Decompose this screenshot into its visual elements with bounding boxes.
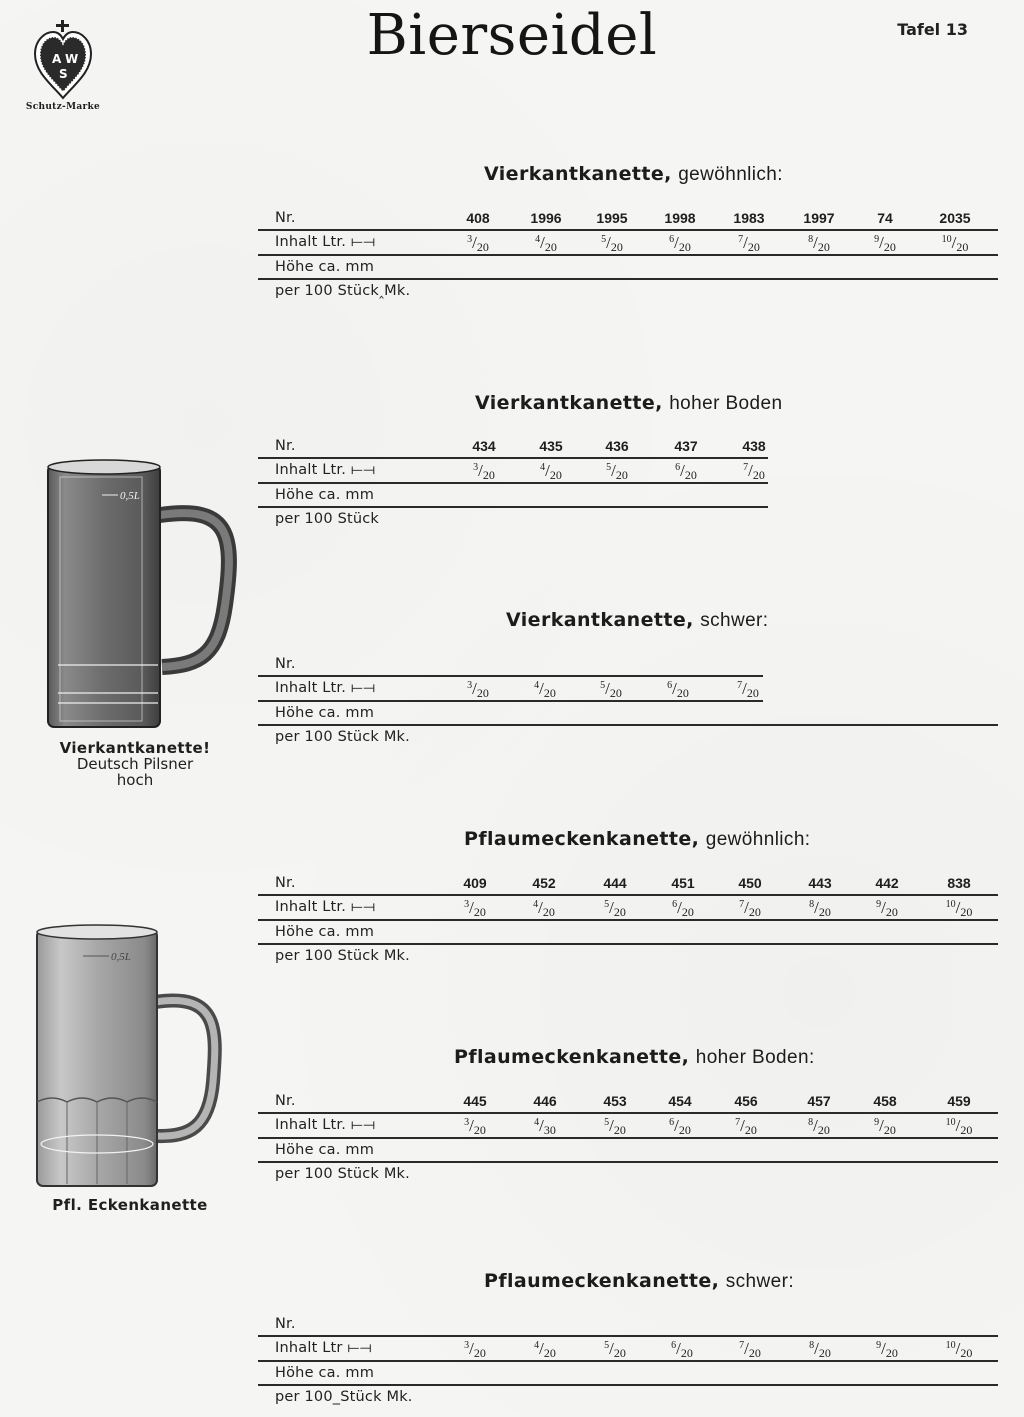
- table-rule: [258, 943, 998, 945]
- fraction: $^5$/20: [604, 1116, 626, 1137]
- fraction: $^4$/20: [540, 461, 562, 482]
- fraction: $^6$/20: [672, 898, 694, 919]
- logo-letter-s: S: [59, 67, 68, 81]
- table-rule: [258, 457, 768, 459]
- fraction: $^4$/20: [534, 679, 556, 700]
- row-number: Nr. 445 446 453 454 456 457 458 459: [275, 1093, 971, 1109]
- fraction: $^6$/20: [669, 1116, 691, 1137]
- table-rule: [258, 919, 998, 921]
- row-capacity: Inhalt Ltr. ⟝⟞ $^3$/20 $^4$/20 $^5$/20 $^6$/20 $^7$/20 $^8$/20 $^9$/20 $^{10}$/20: [258, 897, 998, 921]
- row-price: per 100 Stück Mk.: [275, 1166, 410, 1182]
- fraction: $^8$/20: [809, 1339, 831, 1360]
- row-price: per 100 Stück: [275, 511, 380, 527]
- fraction: $^5$/20: [604, 1339, 626, 1360]
- section-title: Pflaumeckenkanette, hoher Boden:: [454, 1046, 815, 1068]
- fraction: $^5$/20: [601, 233, 623, 254]
- fraction: $^7$/20: [735, 1116, 757, 1137]
- logo-letter-a: A: [52, 52, 62, 66]
- table-rule: [258, 254, 998, 256]
- row-number: Nr.: [275, 656, 296, 672]
- fraction: $^8$/20: [808, 233, 830, 254]
- fraction: $^6$/20: [675, 461, 697, 482]
- table-rule: [258, 1384, 998, 1386]
- fraction: $^4$/20: [533, 898, 555, 919]
- figure-caption-line-3: hoch: [116, 771, 154, 789]
- row-number: Nr. 409 452 444 451 450 443 442 838: [275, 875, 971, 891]
- row-height: Höhe ca. mm: [275, 1365, 375, 1381]
- table-rule: [258, 724, 998, 726]
- row-height: Höhe ca. mm: [275, 924, 375, 940]
- fraction: $^6$/20: [669, 233, 691, 254]
- fraction: $^9$/20: [876, 898, 898, 919]
- table-rule: [258, 894, 998, 896]
- figure-caption-line-2: Deutsch Pilsner: [76, 755, 194, 773]
- fraction: $^6$/20: [667, 679, 689, 700]
- fraction: $^4$/20: [534, 1339, 556, 1360]
- row-number: Nr. 408 1996 1995 1998 1983 1997 74 2035: [275, 210, 971, 226]
- measure-mark: 0,5L: [111, 951, 131, 963]
- section-title: Pflaumeckenkanette, gewöhnlich:: [464, 828, 811, 850]
- fraction: $^9$/20: [874, 1116, 896, 1137]
- fraction: $^8$/20: [808, 1116, 830, 1137]
- fraction: $^5$/20: [604, 898, 626, 919]
- table-rule: [258, 482, 768, 484]
- fraction: $^9$/20: [874, 233, 896, 254]
- row-capacity: Inhalt Ltr. ⟝⟞ $^3$/20 $^4$/20 $^5$/20 $^6$/20 $^7$/20: [258, 678, 763, 702]
- row-price: per 100 Stück Mk.: [275, 729, 410, 745]
- fraction: $^3$/20: [464, 1116, 486, 1137]
- row-price: per 100 Stück Mk.: [275, 948, 410, 964]
- fraction: $^4$/20: [535, 233, 557, 254]
- section-title: Pflaumeckenkanette, schwer:: [484, 1270, 794, 1292]
- figure-caption-line-1: Pfl. Eckenkanette: [52, 1196, 208, 1214]
- fraction: $^4$/30: [534, 1116, 556, 1137]
- logo-letter-w: W: [65, 52, 79, 66]
- fraction: $^3$/20: [464, 898, 486, 919]
- figure-eckenkanette: [25, 922, 235, 1213]
- page-title: Bierseidel: [366, 3, 658, 68]
- row-price: per 100_Stück Mk.: [275, 1389, 413, 1405]
- section-title: Vierkantkanette, hoher Boden: [475, 392, 783, 414]
- fraction: $^6$/20: [671, 1339, 693, 1360]
- table-rule: [258, 1161, 998, 1163]
- section-title: Vierkantkanette, schwer:: [506, 609, 769, 631]
- table-rule: [258, 506, 768, 508]
- table-rule: [258, 1335, 998, 1337]
- table-rule: [258, 278, 998, 280]
- fraction: $^7$/20: [739, 898, 761, 919]
- row-capacity: Inhalt Ltr. ⟝⟞ $^3$/20 $^4$/20 $^5$/20 $^6$/20 $^7$/20: [258, 460, 768, 484]
- fraction: $^{10}$/20: [945, 1116, 973, 1137]
- row-height: Höhe ca. mm: [275, 487, 375, 503]
- row-capacity: Inhalt Ltr. ⟝⟞ $^3$/20 $^4$/30 $^5$/20 $^6$/20 $^7$/20 $^8$/20 $^9$/20 $^{10}$/20: [258, 1115, 998, 1139]
- section-title: Vierkantkanette, gewöhnlich:: [484, 163, 783, 185]
- table-rule: [258, 1360, 998, 1362]
- table-rule: [258, 700, 763, 702]
- row-price: per 100 Stück‸Mk.: [275, 283, 411, 299]
- fraction: $^9$/20: [876, 1339, 898, 1360]
- measure-mark: 0,5L: [120, 490, 140, 502]
- fraction: $^{10}$/20: [941, 233, 969, 254]
- fraction: $^3$/20: [467, 679, 489, 700]
- table-rule: [258, 229, 998, 231]
- fraction: $^3$/20: [467, 233, 489, 254]
- fraction: $^3$/20: [473, 461, 495, 482]
- fraction: $^7$/20: [737, 679, 759, 700]
- fraction: $^{10}$/20: [945, 898, 973, 919]
- row-number: Nr.: [275, 1316, 296, 1332]
- fraction: $^7$/20: [743, 461, 765, 482]
- row-height: Höhe ca. mm: [275, 1142, 375, 1158]
- beer-mug-eckenkanette-icon: [25, 922, 235, 1192]
- logo-caption: Schutz-Marke: [25, 102, 101, 112]
- fraction: $^8$/20: [809, 898, 831, 919]
- figure-vierkantkanette: [30, 455, 240, 788]
- fraction: $^5$/20: [600, 679, 622, 700]
- fraction: $^7$/20: [738, 233, 760, 254]
- row-capacity: Inhalt Ltr. ⟝⟞ $^3$/20 $^4$/20 $^5$/20 $^6$/20 $^7$/20 $^8$/20 $^9$/20 $^{10}$/20: [258, 232, 998, 256]
- table-rule: [258, 675, 763, 677]
- table-rule: [258, 1137, 998, 1139]
- table-rule: [258, 1112, 998, 1114]
- beer-mug-vierkant-icon: [30, 455, 240, 735]
- row-height: Höhe ca. mm: [275, 259, 375, 275]
- plate-number: Tafel 13: [897, 20, 968, 39]
- fraction: $^{10}$/20: [945, 1339, 973, 1360]
- row-capacity: Inhalt Ltr ⟝⟞ $^3$/20 $^4$/20 $^5$/20 $^6$/20 $^7$/20 $^8$/20 $^9$/20 $^{10}$/20: [258, 1338, 998, 1362]
- row-number: Nr. 434 435 436 437 438: [275, 438, 766, 454]
- figure-caption-line-1: Vierkantkanette!: [59, 739, 211, 757]
- fraction: $^7$/20: [739, 1339, 761, 1360]
- fraction: $^5$/20: [606, 461, 628, 482]
- fraction: $^3$/20: [464, 1339, 486, 1360]
- row-height: Höhe ca. mm: [275, 705, 375, 721]
